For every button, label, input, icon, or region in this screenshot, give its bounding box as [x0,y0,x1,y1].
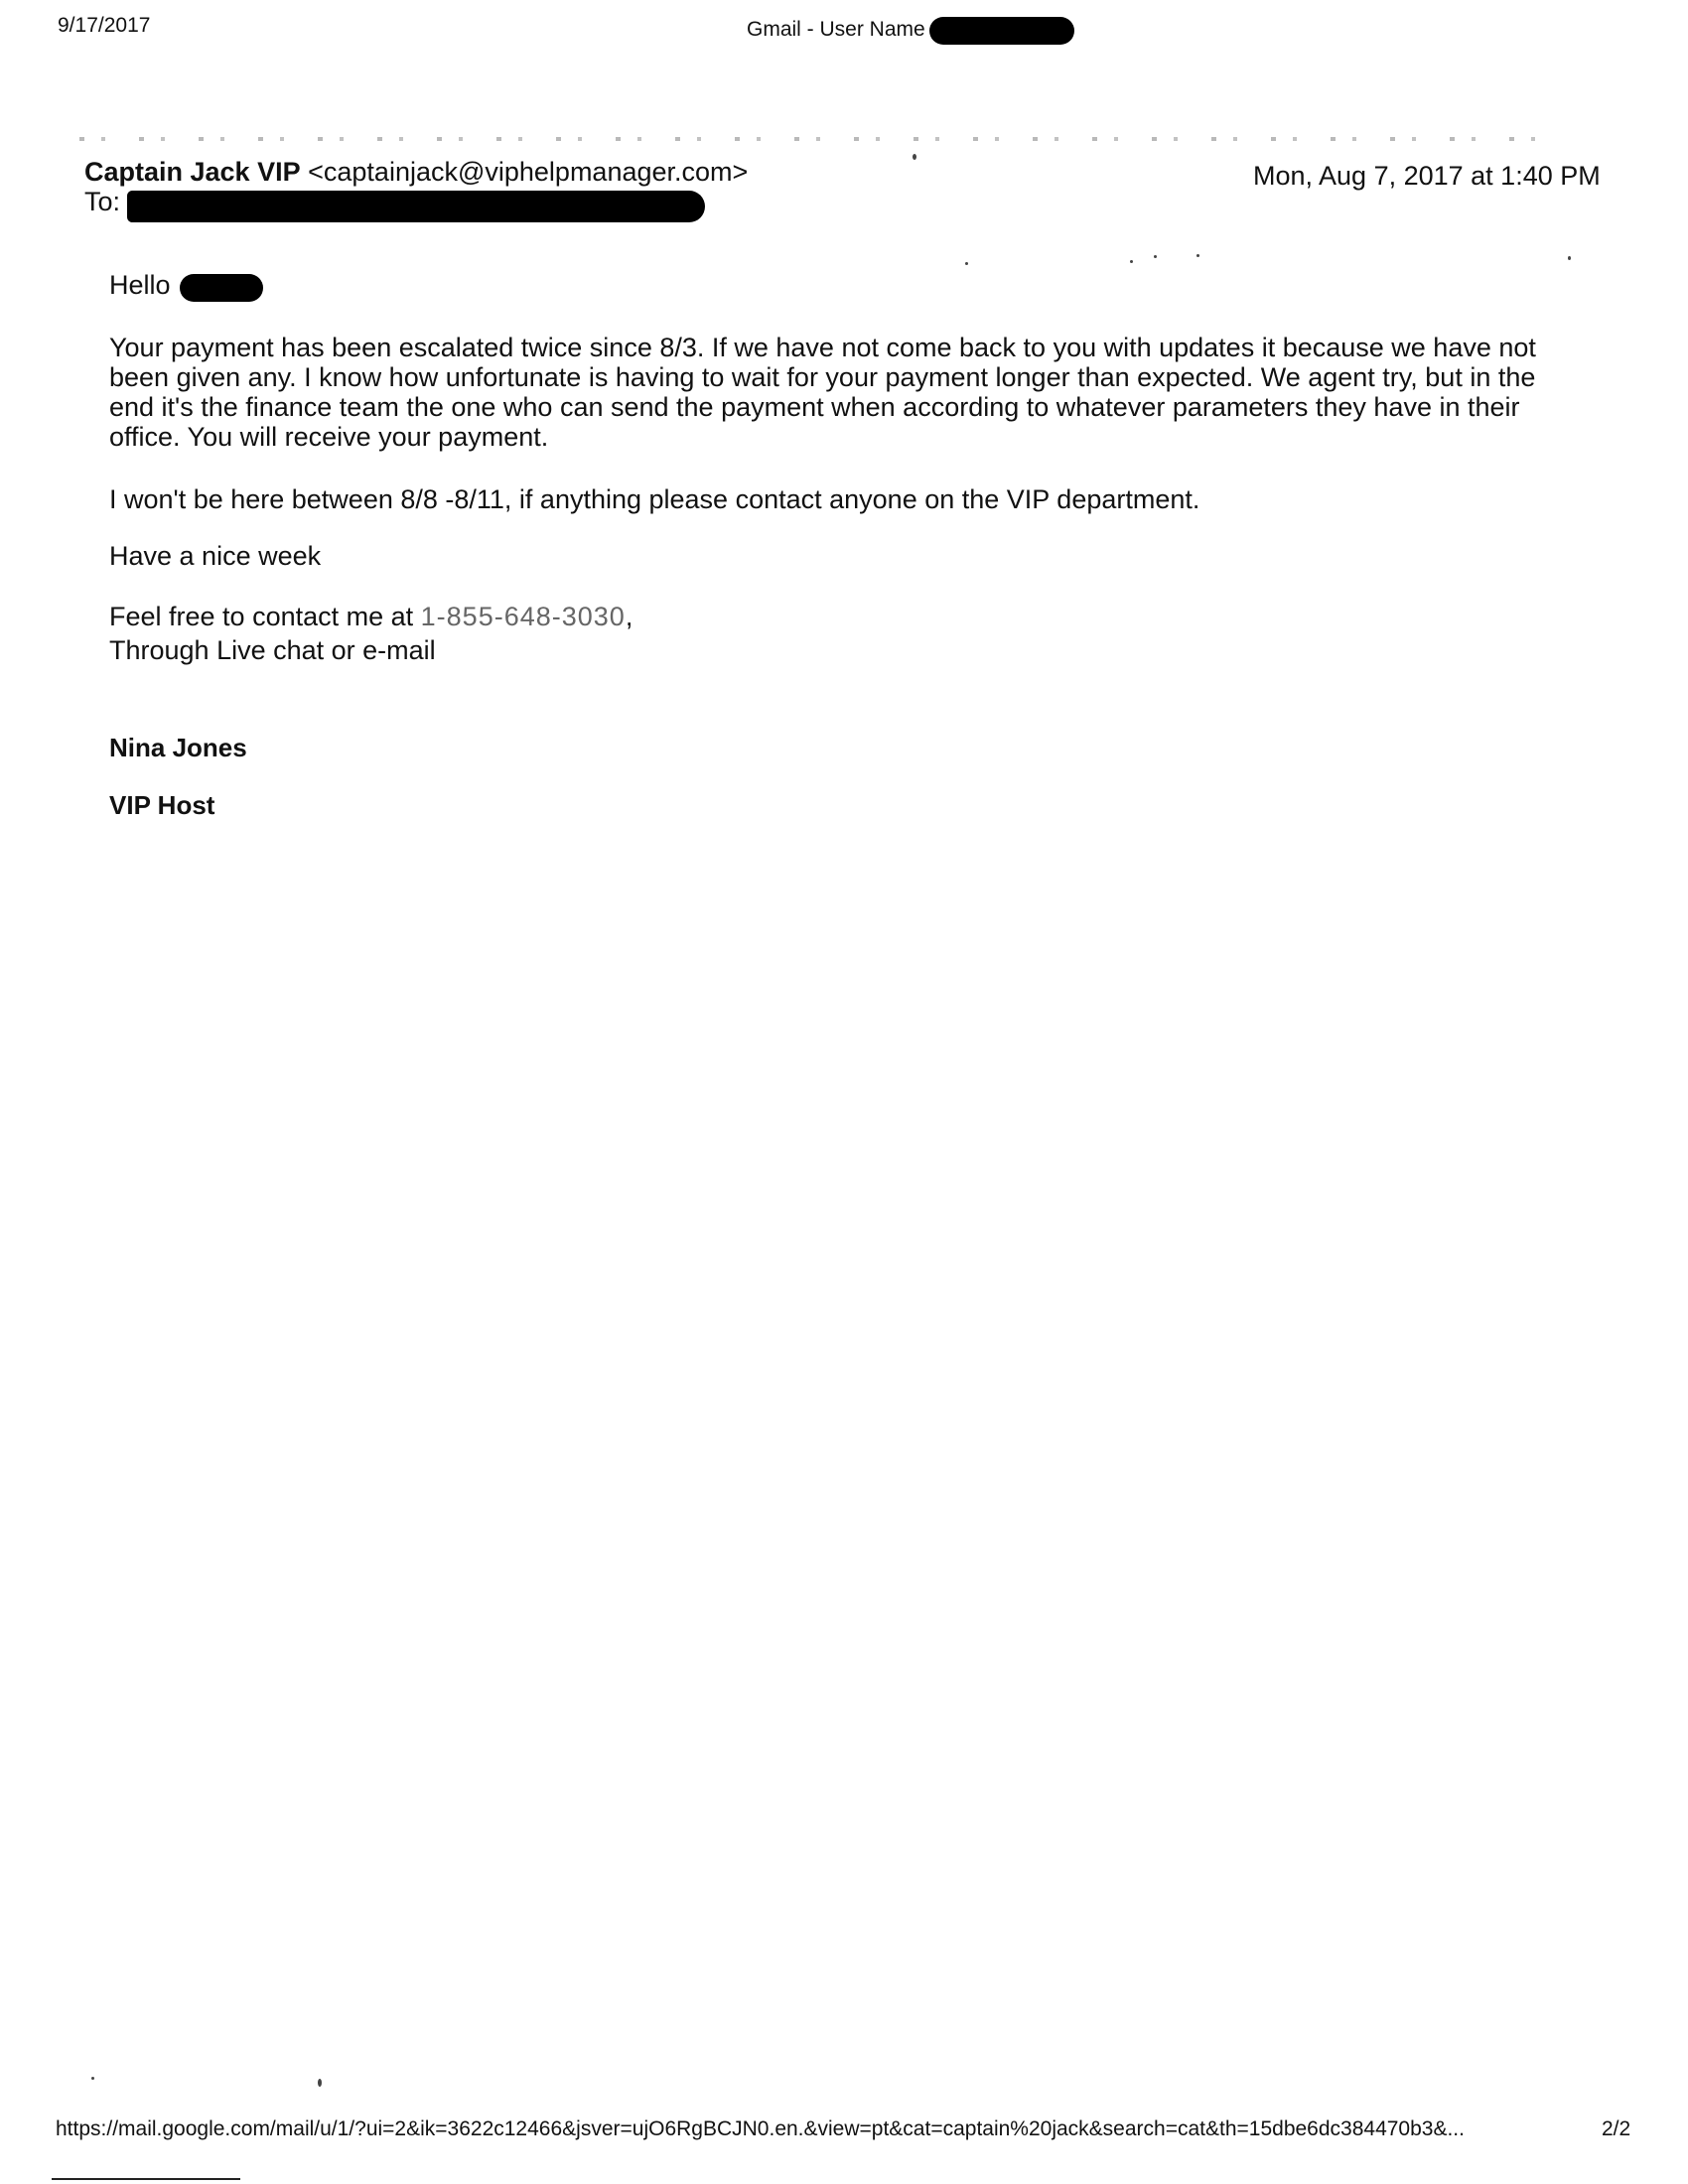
print-footer-url: https://mail.google.com/mail/u/1/?ui=2&ik=3622c12466&jsver=ujO6RgBCJN0.en.&view=pt&cat=captain%20jack&search=cat&th=15dbe6dc384470b3&... [56,2117,1465,2140]
scan-noise-divider [79,137,1549,141]
paragraph-line: end it's the finance team the one who can send the payment when according to whatever parameters they have in their [109,392,1520,422]
message-paragraph [109,333,1579,452]
sender-name: Captain Jack VIP [84,157,301,187]
contact-prefix: Feel free to contact me at [109,602,421,631]
footer-rule [52,2178,240,2180]
redaction-mark [180,274,263,302]
paragraph-line: Your payment has been escalated twice since 8/3. If we have not come back to you with updates it because we have not [109,333,1536,362]
recipient-label: To: [84,187,121,216]
contact-channels: Through Live chat or e-mail [109,635,436,665]
scan-speck [913,154,916,160]
contact-suffix: , [625,602,633,631]
paragraph-line: been given any. I know how unfortunate is having to wait for your payment longer than expected. We agent try, but in the [109,362,1536,392]
print-page-title: Gmail - User Name [747,18,925,41]
scan-speck [1568,256,1571,260]
scan-speck [1130,260,1133,263]
scan-speck [1154,255,1157,258]
redaction-mark [929,17,1074,45]
scan-speck [318,2079,322,2087]
scan-speck [91,2077,94,2080]
message-date: Mon, Aug 7, 2017 at 1:40 PM [1253,161,1601,191]
signature-name: Nina Jones [109,733,247,762]
greeting: Hello [109,270,171,300]
sender-email[interactable]: <captainjack@viphelpmanager.com> [308,157,749,187]
contact-line [109,602,633,631]
scan-speck [965,262,968,265]
contact-phone[interactable]: 1-855-648-3030 [420,602,626,631]
page-number: 2/2 [1602,2117,1631,2140]
message-paragraph: Have a nice week [109,541,322,571]
signature-title: VIP Host [109,790,215,820]
sender-line [84,157,748,188]
message-paragraph: I won't be here between 8/8 -8/11, if anything please contact anyone on the VIP department. [109,484,1200,514]
scan-speck [1196,254,1199,257]
paragraph-line: office. You will receive your payment. [109,422,549,452]
redaction-mark [127,191,705,222]
print-date: 9/17/2017 [58,14,151,37]
